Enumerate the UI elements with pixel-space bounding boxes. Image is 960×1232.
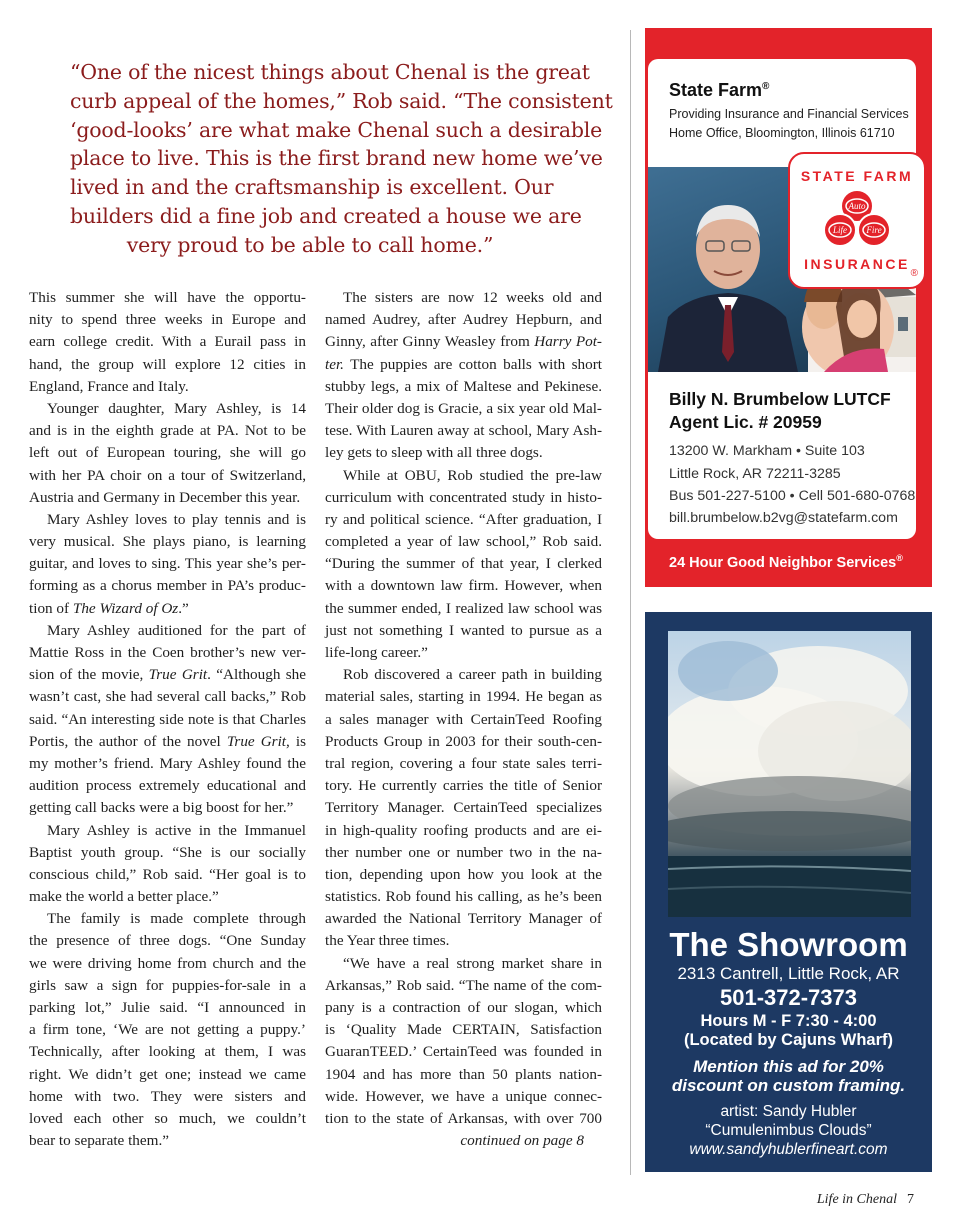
- statefarm-logo-top: STATE FARM: [800, 168, 914, 184]
- agent-phones: Bus 501-227-5100 • Cell 501-680-0768: [669, 488, 916, 504]
- agent-license: Agent Lic. # 20959: [669, 412, 822, 432]
- article-line: left out of European touring, she will go: [29, 444, 306, 462]
- article-line: and is in the eighth grade at PA. Not to be: [29, 422, 306, 440]
- article-line: named Audrey, after Audrey Hepburn, and: [325, 311, 602, 329]
- article-line: girls saw a sign for puppies-for-sale in a: [29, 976, 306, 994]
- article-line: completed a year of law school,” Rob said.: [325, 533, 602, 551]
- article-line: we were driving home from church and the: [29, 954, 306, 972]
- article-line: getting call backs were a big boost for her.”: [29, 799, 294, 817]
- pull-quote-line: place to live. This is the first brand new home we’ve: [70, 146, 603, 171]
- article-line: ry and political science. “After graduation, I: [325, 510, 602, 528]
- showroom-address: 2313 Cantrell, Little Rock, AR: [677, 964, 900, 983]
- article-line: my mother’s friend. Mary Ashley found the: [29, 754, 306, 772]
- article-line: Mattie Ross in the Coen brother’s new ver-: [29, 644, 306, 661]
- column-divider: [630, 30, 631, 1175]
- article-line: Rob discovered a career path in building: [343, 666, 602, 684]
- article-line: audition process extremely educational and: [29, 777, 306, 795]
- statefarm-logo-bottom: INSURANCE: [804, 256, 910, 272]
- article-line: Their older dog is Gracie, a six year old Mal-: [325, 399, 602, 417]
- artist-website[interactable]: www.sandyhublerfineart.com: [689, 1141, 888, 1158]
- article-line: is ‘Quality Made CERTAIN, Satisfaction: [325, 1021, 602, 1039]
- article-line: said. “An interesting side note is that Charles: [29, 710, 306, 728]
- article-line: Arkansas,” Rob said. “The name of the com-: [325, 976, 602, 994]
- agent-address-1: 13200 W. Markham • Suite 103: [669, 443, 865, 459]
- article-line: material sales, starting in 1994. He began as: [325, 688, 602, 706]
- article-line: While at OBU, Rob studied the pre-law: [343, 466, 602, 484]
- article-line: in high-quality roofing products and are ei-: [325, 821, 602, 839]
- showroom-hours: Hours M - F 7:30 - 4:00: [700, 1012, 877, 1030]
- article-line: with a downtown law firm. However, when: [325, 577, 602, 595]
- article-line: wasn’t cast, she had several call backs,” Rob: [29, 688, 306, 706]
- article-line: right. We didn’t get one; instead we came: [29, 1065, 306, 1083]
- publication-name: Life in Chenal: [816, 1192, 897, 1207]
- article-line: tese. With Lauren away at school, Mary Ash-: [325, 422, 602, 440]
- article-line: Portis, the author of the novel True Grit, is: [29, 732, 307, 750]
- article-line: ter. The puppies are cotton balls with short: [325, 355, 602, 373]
- article-line: very musical. She plays piano, is learning: [29, 533, 306, 551]
- article-line: sion of the movie, True Grit. “Although she: [29, 666, 306, 684]
- article-line: awarded the National Territory Manager of: [325, 910, 602, 928]
- article-line: tion of The Wizard of Oz.”: [29, 599, 189, 617]
- article-line: Products Group in 2003 for their south-cen-: [325, 732, 602, 750]
- page-number: 7: [907, 1192, 914, 1207]
- article-line: nity to spend three weeks in Europe and: [29, 311, 306, 329]
- logo-auto-text: Auto: [848, 201, 866, 211]
- article-line: England, France and Italy.: [29, 377, 189, 395]
- article-line: Mary Ashley is active in the Immanuel: [47, 821, 306, 839]
- statefarm-office: Home Office, Bloomington, Illinois 61710: [669, 126, 895, 140]
- statefarm-tagline: Providing Insurance and Financial Services: [669, 107, 909, 121]
- article-line: loved each other so much, we couldn’t: [29, 1109, 306, 1127]
- article-line: earn college credit. With a Eurail pass in: [29, 333, 306, 351]
- article-line: statistics. Rob found his calling, as he’s been: [325, 888, 602, 906]
- article-line: a sales manager with CertainTeed Roofing: [325, 710, 602, 728]
- article-line: hand, the group will explore 12 cities in: [29, 355, 306, 373]
- agent-name: Billy N. Brumbelow LUTCF: [669, 389, 891, 409]
- article-line: The sisters are now 12 weeks old and: [343, 289, 602, 306]
- pull-quote-line: builders did a fine job and created a house we are: [70, 203, 582, 228]
- article-line: Technically, after looking at them, I was: [29, 1043, 306, 1061]
- article-column-2: [325, 287, 602, 1152]
- article-line: GuaranTEED.’ CertainTeed was founded in: [325, 1043, 602, 1061]
- article-line: Mary Ashley loves to play tennis and is: [47, 510, 306, 528]
- pull-quote-line: curb appeal of the homes,” Rob said. “The consistent: [70, 88, 613, 113]
- article-line: stubby legs, a mix of Maltese and Pekinese.: [325, 377, 602, 395]
- painting-artist: artist: Sandy Hubler: [720, 1103, 857, 1120]
- pull-quote: [70, 58, 613, 260]
- pull-quote-line: ‘good-looks’ are what make Chenal such a desirable: [70, 117, 603, 142]
- showroom-phone[interactable]: 501-372-7373: [719, 985, 857, 1010]
- article-line: 1904 and has more than 50 plants nation-: [325, 1065, 602, 1083]
- article-line: curriculum with concentrated study in histo-: [325, 488, 602, 506]
- article-line: the presence of three dogs. “One Sunday: [29, 932, 306, 950]
- article-line: “During the summer of that year, I clerked: [325, 555, 602, 573]
- article-line: ther number one or number two in the na-: [325, 843, 602, 861]
- article-line: Younger daughter, Mary Ashley, is 14: [47, 399, 306, 417]
- agent-email[interactable]: bill.brumbelow.b2vg@statefarm.com: [669, 510, 898, 526]
- statefarm-brand: State Farm®: [669, 80, 770, 100]
- article-line: wide. However, we have a unique connec-: [325, 1087, 602, 1105]
- article-line: tory. He currently carries the title of Senior: [325, 777, 602, 795]
- painting-title: “Cumulenimbus Clouds”: [705, 1122, 872, 1139]
- article-line: Mary Ashley auditioned for the part of: [47, 621, 306, 639]
- showroom-location: (Located by Cajuns Wharf): [683, 1031, 893, 1049]
- article-line: Baptist youth group. “She is our socially: [29, 843, 306, 861]
- article-line: Ginny, after Ginny Weasley from Harry Pot-: [325, 333, 602, 351]
- showroom-promo-2: discount on custom framing.: [671, 1076, 906, 1095]
- pull-quote-line: lived in and the craftsmanship is excellent. Our: [70, 175, 554, 200]
- continued-note: continued on page 8: [460, 1132, 584, 1150]
- article-line: “We have a real strong market share in: [343, 954, 602, 972]
- article-line: Austria and Germany in December this year.: [29, 488, 301, 506]
- pull-quote-line: “One of the nicest things about Chenal is the great: [70, 60, 590, 84]
- article-line: parking lot,” Julie said. “I announced in: [29, 999, 306, 1016]
- pull-quote-line: very proud to be able to call home.”: [126, 232, 494, 257]
- logo-fire-text: Fire: [866, 225, 882, 235]
- article-line: a firm tone, ‘We are not getting a puppy.’: [29, 1021, 306, 1039]
- article-line: home with two. They were sisters and: [29, 1087, 306, 1105]
- statefarm-logo-reg: ®: [910, 268, 918, 279]
- article-line: the Year three times.: [325, 932, 450, 950]
- page-footer: [817, 1192, 914, 1208]
- article-line: pany is a contraction of our slogan, which: [325, 999, 602, 1016]
- logo-life-text: Life: [832, 225, 848, 235]
- statefarm-logo: [788, 152, 926, 289]
- article-line: guitar, and loves to sing. This year she’s per-: [29, 555, 306, 573]
- article-line: make the world a better place.”: [29, 888, 219, 906]
- article-line: forming as a chorus member in PA’s produc-: [29, 577, 306, 595]
- showroom-promo-1: Mention this ad for 20%: [693, 1057, 884, 1076]
- article-column-1: [29, 287, 306, 1152]
- article-line: just not something I wanted to pursue as a: [325, 621, 602, 639]
- article-line: conscious child,” Rob said. “Her goal is to: [29, 865, 306, 883]
- showroom-title: The Showroom: [669, 926, 908, 963]
- article-line: life-long career.”: [325, 644, 428, 661]
- agent-address-2: Little Rock, AR 72211-3285: [669, 466, 841, 482]
- cloud-painting: [668, 631, 911, 917]
- article-line: with her PA choir on a tour of Switzerland,: [29, 466, 306, 484]
- article-line: tion to the state of Arkansas, with over 700: [325, 1109, 602, 1127]
- article-line: Territory Manager. CertainTeed specializes: [325, 799, 602, 817]
- article-line: bear to separate them.”: [29, 1132, 169, 1150]
- article-line: tion, depending upon how you look at the: [325, 865, 602, 883]
- statefarm-footer: 24 Hour Good Neighbor Services®: [669, 553, 903, 571]
- article-line: the summer ended, I realized law school was: [325, 599, 602, 617]
- article-line: ley gets to sleep with all three dogs.: [325, 444, 543, 462]
- article-line: tral region, covering a four state sales terri-: [325, 754, 602, 772]
- article-line: The family is made complete through: [47, 910, 306, 928]
- article-line: This summer she will have the opportu-: [29, 289, 306, 306]
